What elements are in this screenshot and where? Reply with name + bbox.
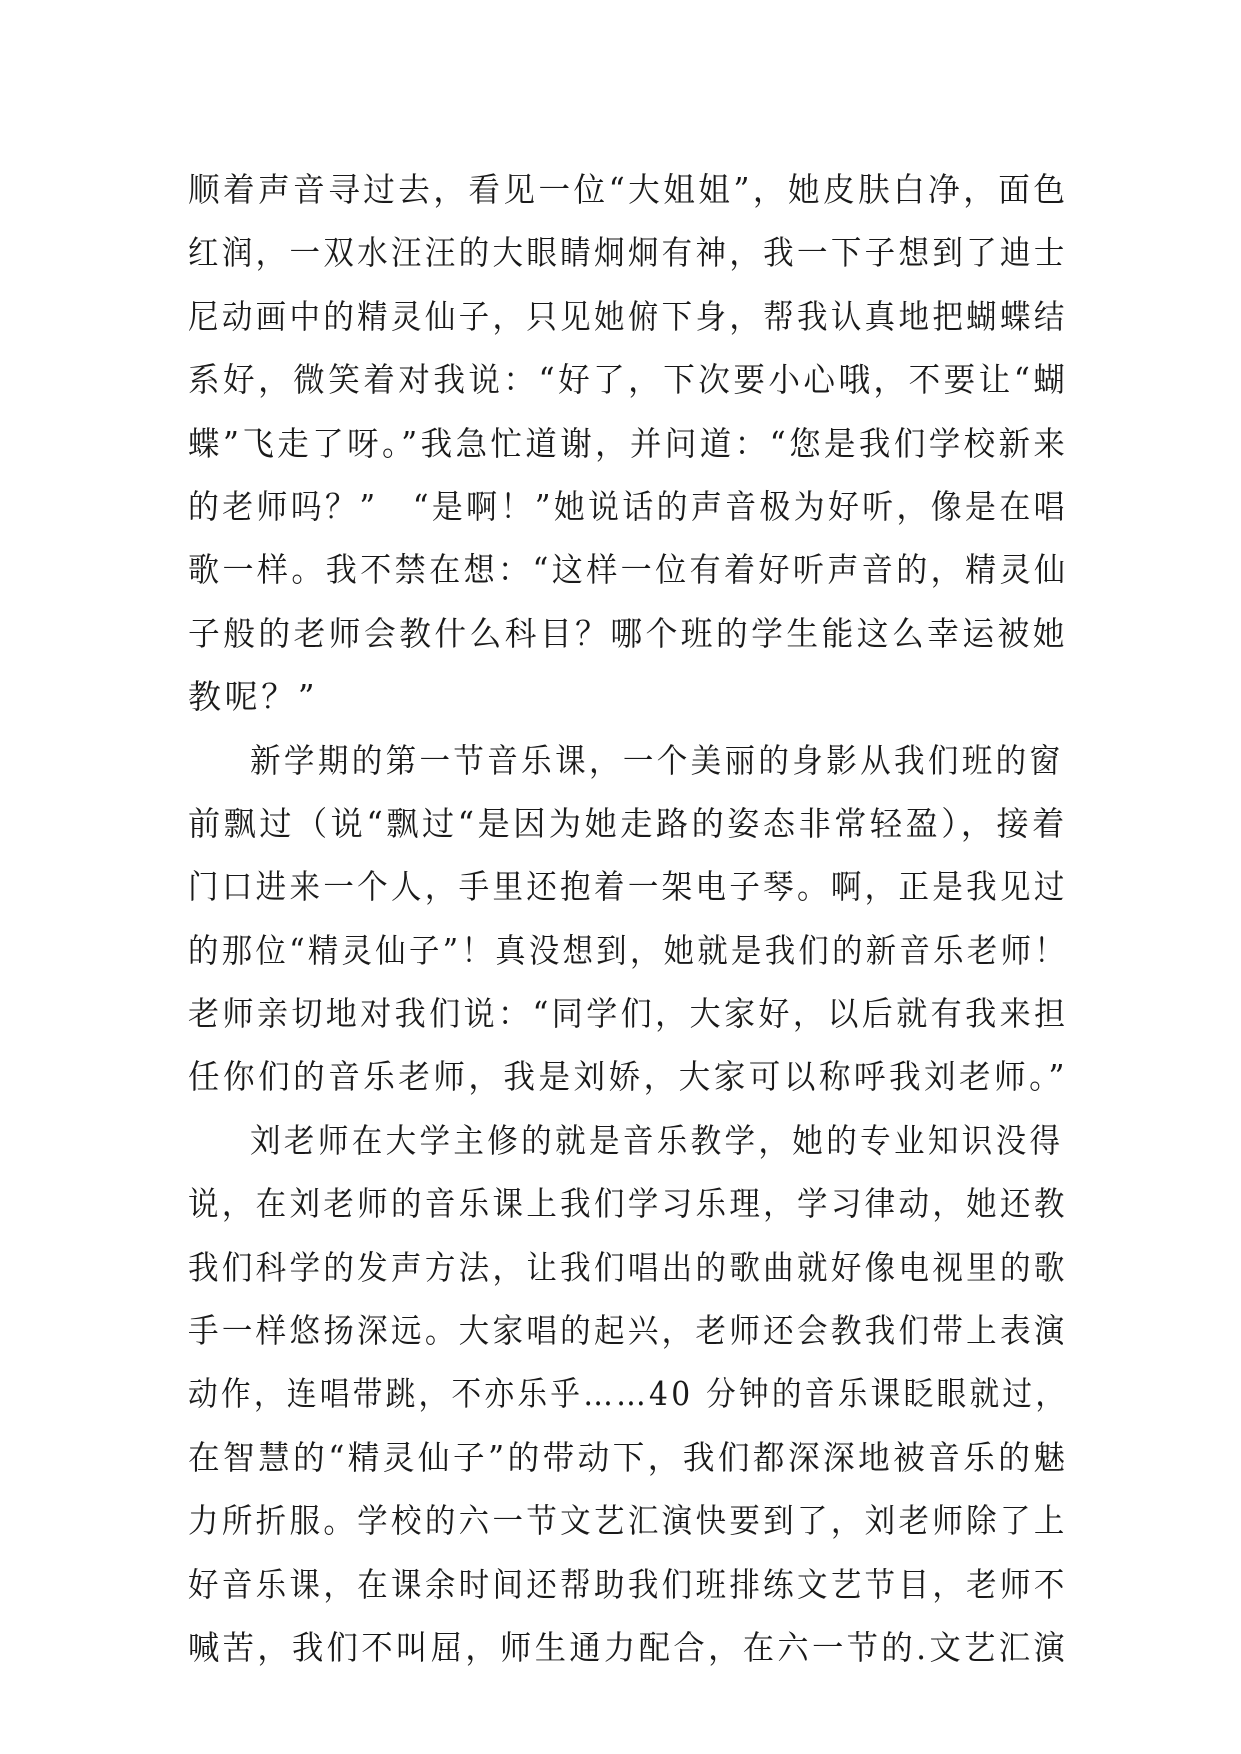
paragraph-first-line: 新学期的第一节音乐课，一个美丽的身影从我们班的窗 bbox=[250, 740, 1064, 780]
text-line: 动作，连唱带跳，不亦乐乎……40 分钟的音乐课眨眼就过， bbox=[188, 1374, 1069, 1414]
text-line: 教呢？” bbox=[188, 677, 319, 717]
text-line: 红润，一双水汪汪的大眼睛炯炯有神，我一下子想到了迪士 bbox=[188, 233, 1068, 273]
text-line: 力所折服。学校的六一节文艺汇演快要到了，刘老师除了上 bbox=[188, 1501, 1068, 1541]
text-line: 尼动画中的精灵仙子，只见她俯下身，帮我认真地把蝴蝶结 bbox=[188, 296, 1068, 336]
body-text bbox=[188, 158, 1068, 1679]
text-line: 在智慧的“精灵仙子”的带动下，我们都深深地被音乐的魅 bbox=[188, 1437, 1069, 1477]
text-line: 顺着声音寻过去，看见一位“大姐姐”，她皮肤白净，面色 bbox=[188, 170, 1069, 209]
text-line: 系好，微笑着对我说：“好了，下次要小心哦，不要让“蝴 bbox=[188, 360, 1069, 400]
text-line: 子般的老师会教什么科目？哪个班的学生能这么幸运被她 bbox=[188, 613, 1068, 653]
text-line: 说，在刘老师的音乐课上我们学习乐理，学习律动，她还教 bbox=[188, 1184, 1068, 1224]
paragraph-first-line: 刘老师在大学主修的就是音乐教学，她的专业知识没得 bbox=[250, 1120, 1064, 1160]
text-line: 好音乐课，在课余时间还帮助我们班排练文艺节目，老师不 bbox=[188, 1564, 1068, 1604]
text-line: 前飘过（说“飘过“是因为她走路的姿态非常轻盈），接着 bbox=[188, 803, 1068, 843]
text-line: 老师亲切地对我们说：“同学们，大家好，以后就有我来担 bbox=[188, 994, 1069, 1034]
text-line: 手一样悠扬深远。大家唱的起兴，老师还会教我们带上表演 bbox=[188, 1311, 1068, 1351]
text-line: 喊苦，我们不叫屈，师生通力配合，在六一节的.文艺汇演 bbox=[188, 1627, 1069, 1667]
text-line: 的那位“精灵仙子”！真没想到，她就是我们的新音乐老师！ bbox=[188, 930, 1068, 970]
text-line: 任你们的音乐老师，我是刘娇，大家可以称呼我刘老师。” bbox=[188, 1057, 1069, 1097]
text-line: 的老师吗？” “是啊！”她说话的声音极为好听，像是在唱 bbox=[188, 486, 1068, 526]
text-line: 歌一样。我不禁在想：“这样一位有着好听声音的，精灵仙 bbox=[188, 550, 1069, 590]
text-line: 门口进来一个人，手里还抱着一架电子琴。啊，正是我见过 bbox=[188, 867, 1068, 907]
text-line: 我们科学的发声方法，让我们唱出的歌曲就好像电视里的歌 bbox=[188, 1247, 1068, 1287]
text-line: 蝶”飞走了呀。”我急忙道谢，并问道：“您是我们学校新来 bbox=[188, 423, 1069, 463]
